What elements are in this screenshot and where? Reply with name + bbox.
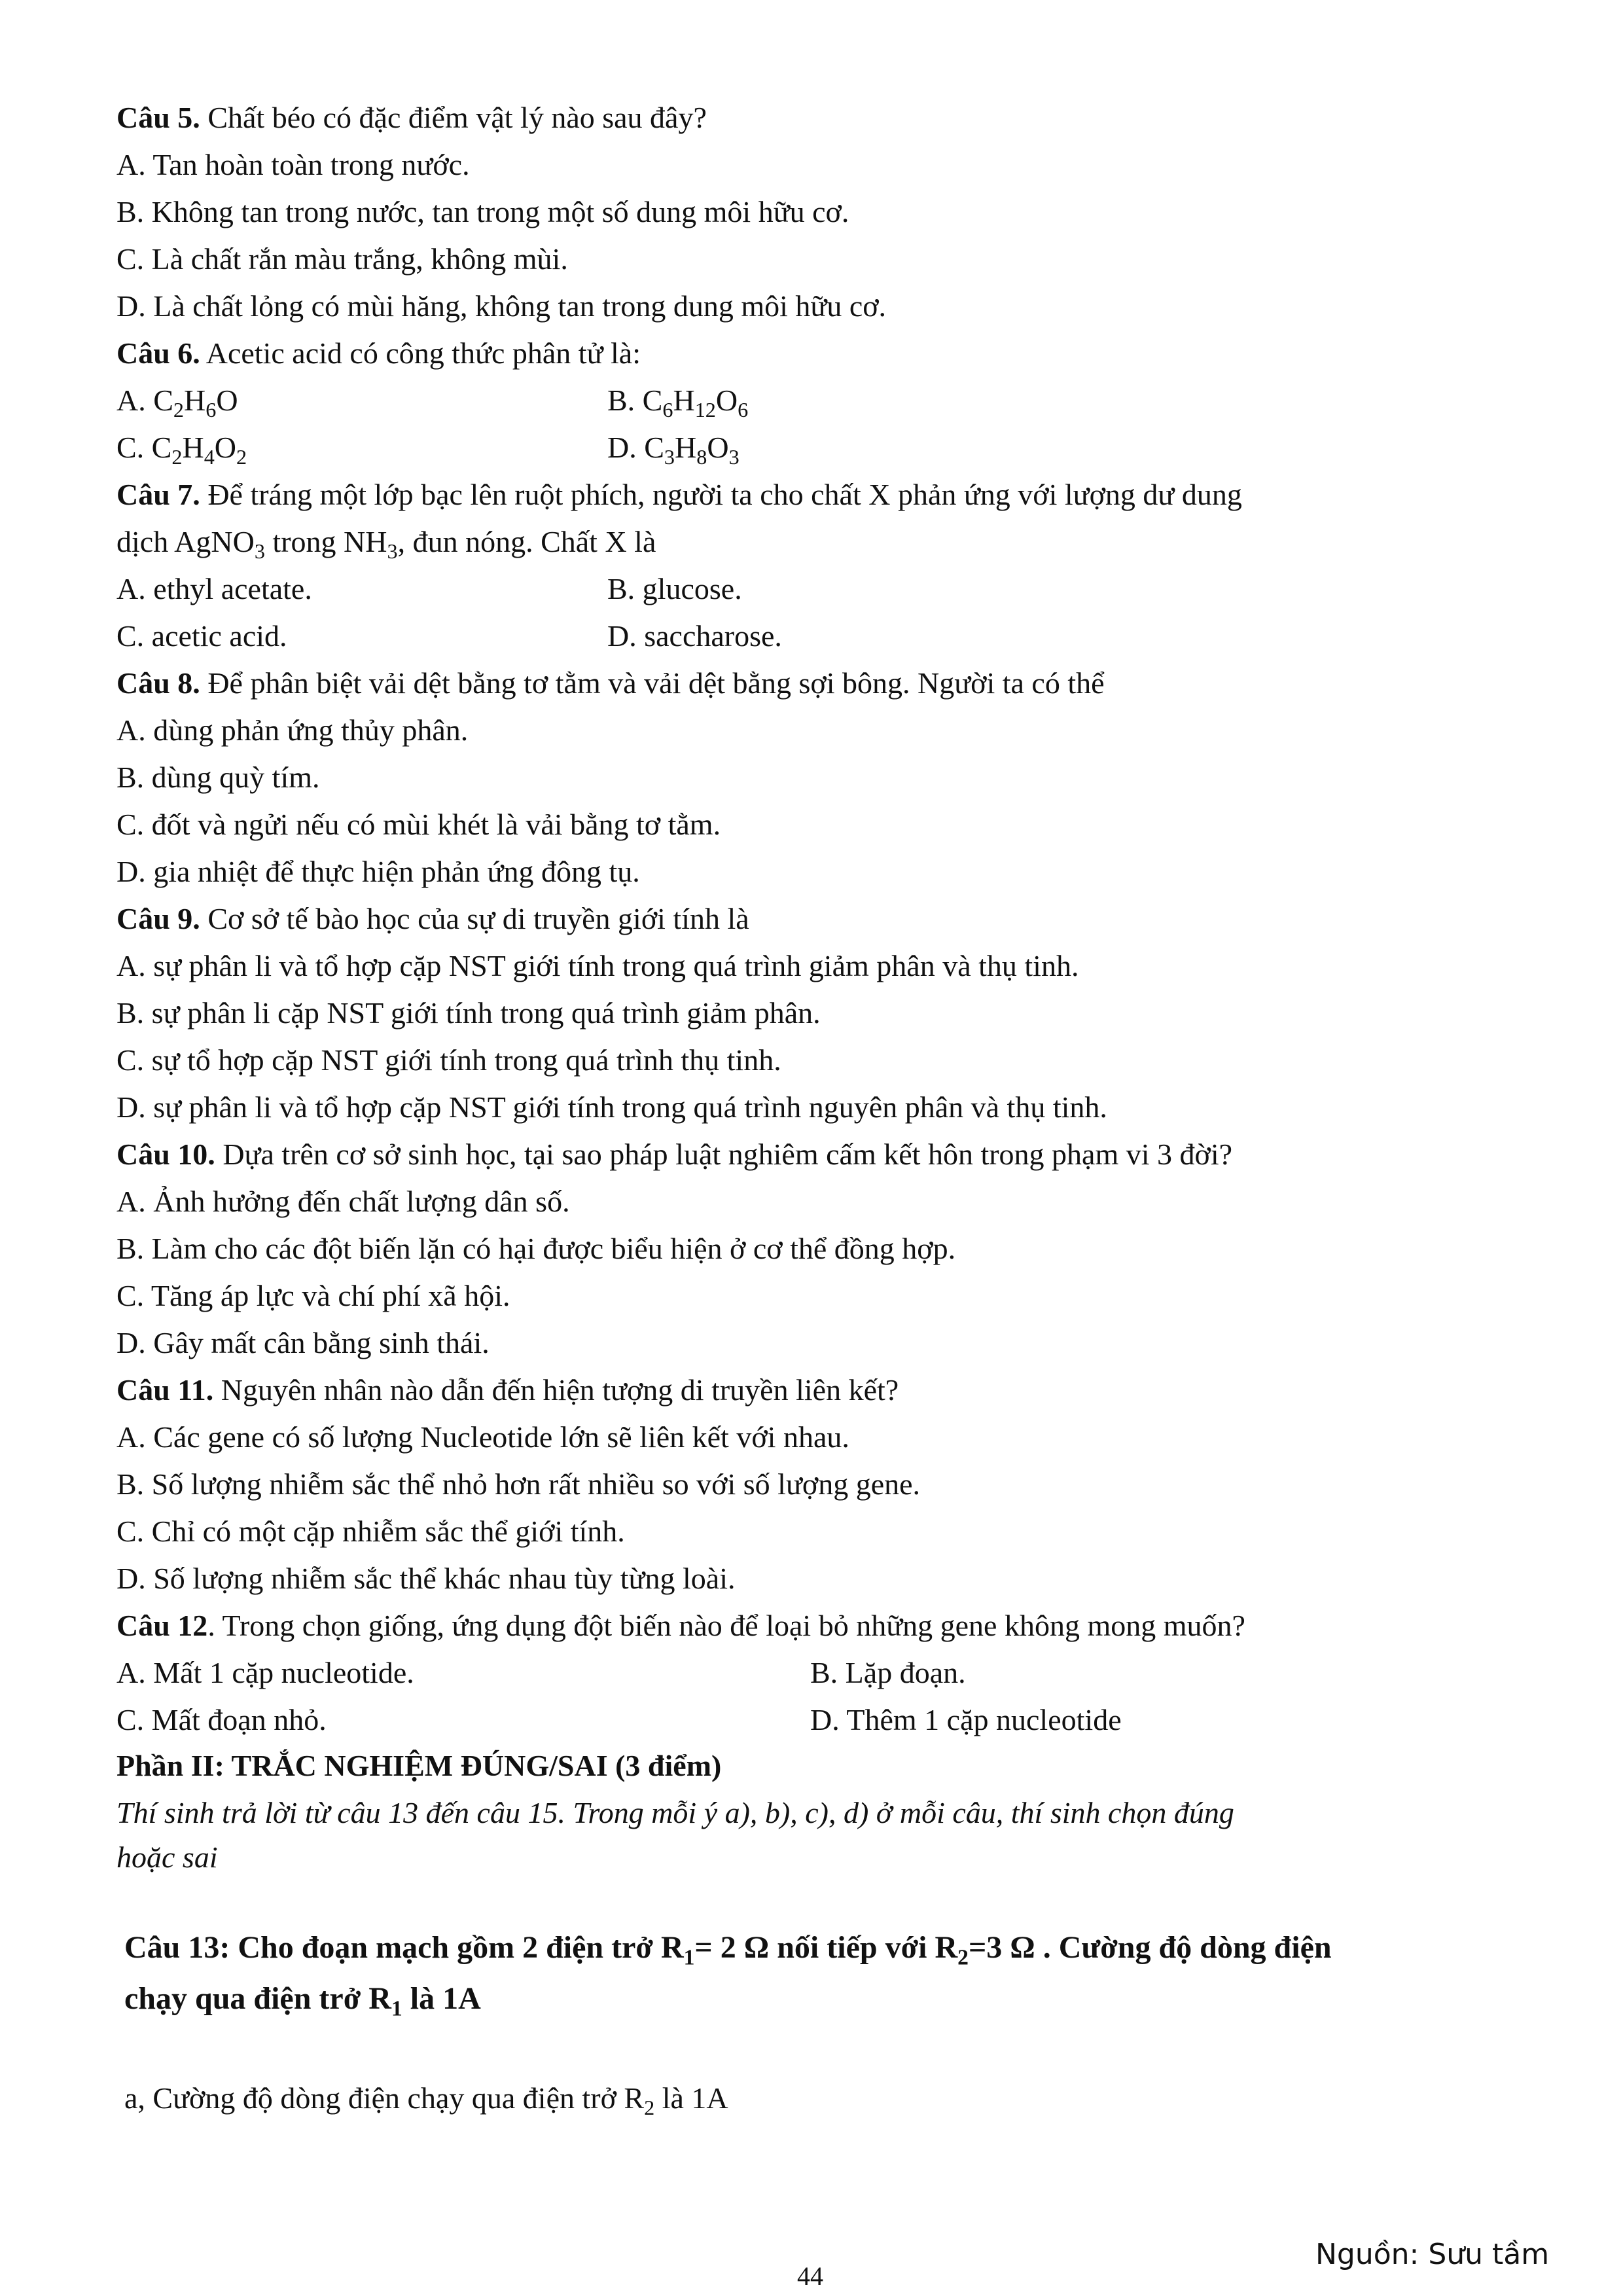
option-10d: D. Gây mất cân bằng sinh thái. <box>116 1326 490 1359</box>
question-7-line2: dịch AgNO$_3$ trong $NH_3$, đun nóng. Chất X là <box>116 525 656 564</box>
option-10c: C. Tăng áp lực và chí phí xã hội. <box>116 1279 510 1312</box>
page-number: 44 <box>797 2261 823 2291</box>
option-12b: B. Lặp đoạn. <box>810 1656 966 1689</box>
option-8d: D. gia nhiệt để thực hiện phản ứng đông tụ. <box>116 855 640 888</box>
option-8a: A. dùng phản ứng thủy phân. <box>116 713 469 747</box>
question-9 <box>116 899 749 939</box>
option-6d: D. $C_3H_8O_3$ <box>607 431 740 469</box>
option-7b: B. glucose. <box>607 572 742 605</box>
option-12c: C. Mất đoạn nhỏ. <box>116 1703 327 1736</box>
option-9b: B. sự phân li cặp NST giới tính trong quá trình giảm phân. <box>116 996 821 1030</box>
question-label: Câu 9. <box>116 902 200 935</box>
option-5a: A. Tan hoàn toàn trong nước. <box>116 148 470 181</box>
source-note: Nguồn: Sưu tầm <box>1315 2238 1550 2271</box>
question-text: Để phân biệt vải dệt bằng tơ tằm và vải dệt bằng sợi bông. Người ta có thể <box>200 666 1105 700</box>
option-10a: A. Ảnh hưởng đến chất lượng dân số. <box>116 1185 570 1218</box>
option-10b: B. Làm cho các đột biến lặn có hại được biểu hiện ở cơ thể đồng hợp. <box>116 1232 956 1265</box>
part2-heading: Phần II: TRẮC NGHIỆM ĐÚNG/SAI (3 điểm) <box>116 1749 722 1782</box>
question-label: Câu 6. <box>116 336 200 370</box>
part2-instruction-line1: Thí sinh trả lời từ câu 13 đến câu 15. Trong mỗi ý a), b), c), d) ở mỗi câu, thí sinh chọn đúng <box>116 1796 1234 1829</box>
question-11 <box>116 1371 899 1410</box>
question-label: Câu 11. <box>116 1373 214 1407</box>
option-6c: C. $C_2H_4O_2$ <box>116 431 247 469</box>
option-12d: D. Thêm 1 cặp nucleotide <box>810 1703 1122 1736</box>
option-11d: D. Số lượng nhiễm sắc thể khác nhau tùy từng loài. <box>116 1562 736 1595</box>
question-text: Chất béo có đặc điểm vật lý nào sau đây? <box>200 101 707 134</box>
question-6 <box>116 334 641 373</box>
question-12 <box>116 1606 1245 1645</box>
option-9a: A. sự phân li và tổ hợp cặp NST giới tính trong quá trình giảm phân và thụ tinh. <box>116 949 1079 982</box>
question-5 <box>116 98 707 137</box>
option-7a: A. ethyl acetate. <box>116 572 312 605</box>
question-label: Câu 12 <box>116 1609 208 1642</box>
option-12a: A. Mất 1 cặp nucleotide. <box>116 1656 414 1689</box>
option-7c: C. acetic acid. <box>116 619 287 653</box>
option-5c: C. Là chất rắn màu trắng, không mùi. <box>116 242 568 276</box>
question-8 <box>116 664 1105 703</box>
question-text: Dựa trên cơ sở sinh học, tại sao pháp luật nghiêm cấm kết hôn trong phạm vi 3 đời? <box>215 1138 1233 1171</box>
option-11a: A. Các gene có số lượng Nucleotide lớn sẽ liên kết với nhau. <box>116 1420 849 1454</box>
option-6a: A. $C_2H_6O$ <box>116 384 238 422</box>
option-8b: B. dùng quỳ tím. <box>116 761 320 794</box>
option-11b: B. Số lượng nhiễm sắc thể nhỏ hơn rất nhiều so với số lượng gene. <box>116 1467 921 1501</box>
option-6b: B. $C_6H_{12}O_6$ <box>607 384 749 422</box>
question-13-line1: Câu 13: Cho đoạn mạch gồm 2 điện trở $R_1= 2$ Ω nối tiếp với $R_2=3$ Ω . Cường độ dòng điện <box>124 1930 1332 1970</box>
question-label: Câu 10. <box>116 1138 215 1171</box>
question-7 <box>116 475 1242 514</box>
option-5d: D. Là chất lỏng có mùi hăng, không tan trong dung môi hữu cơ. <box>116 289 887 323</box>
question-13-line2: chạy qua điện trở $R_1$ là 1A <box>124 1981 481 2021</box>
option-11c: C. Chỉ có một cặp nhiễm sắc thể giới tính. <box>116 1515 625 1548</box>
question-text: Để tráng một lớp bạc lên ruột phích, người ta cho chất X phản ứng với lượng dư dung <box>200 478 1242 511</box>
question-10 <box>116 1135 1232 1174</box>
option-9d: D. sự phân li và tổ hợp cặp NST giới tính trong quá trình nguyên phân và thụ tinh. <box>116 1090 1107 1124</box>
question-text: Acetic acid có công thức phân tử là: <box>200 336 641 370</box>
part2-instruction-line2: hoặc sai <box>116 1840 218 1874</box>
question-label: Câu 5. <box>116 101 200 134</box>
option-7d: D. saccharose. <box>607 619 782 653</box>
option-8c: C. đốt và ngửi nếu có mùi khét là vải bằng tơ tằm. <box>116 808 721 841</box>
question-label: Câu 8. <box>116 666 200 700</box>
question-label: Câu 7. <box>116 478 200 511</box>
option-5b: B. Không tan trong nước, tan trong một số dung môi hữu cơ. <box>116 195 849 228</box>
question-13-item-a: a, Cường độ dòng điện chạy qua điện trở $R_2$ là 1A <box>124 2081 728 2120</box>
option-9c: C. sự tổ hợp cặp NST giới tính trong quá trình thụ tinh. <box>116 1043 781 1077</box>
question-text: . Trong chọn giống, ứng dụng đột biến nào để loại bỏ những gene không mong muốn? <box>207 1609 1245 1642</box>
question-text: Cơ sở tế bào học của sự di truyền giới tính là <box>200 902 749 935</box>
question-text: Nguyên nhân nào dẫn đến hiện tượng di truyền liên kết? <box>213 1373 899 1407</box>
